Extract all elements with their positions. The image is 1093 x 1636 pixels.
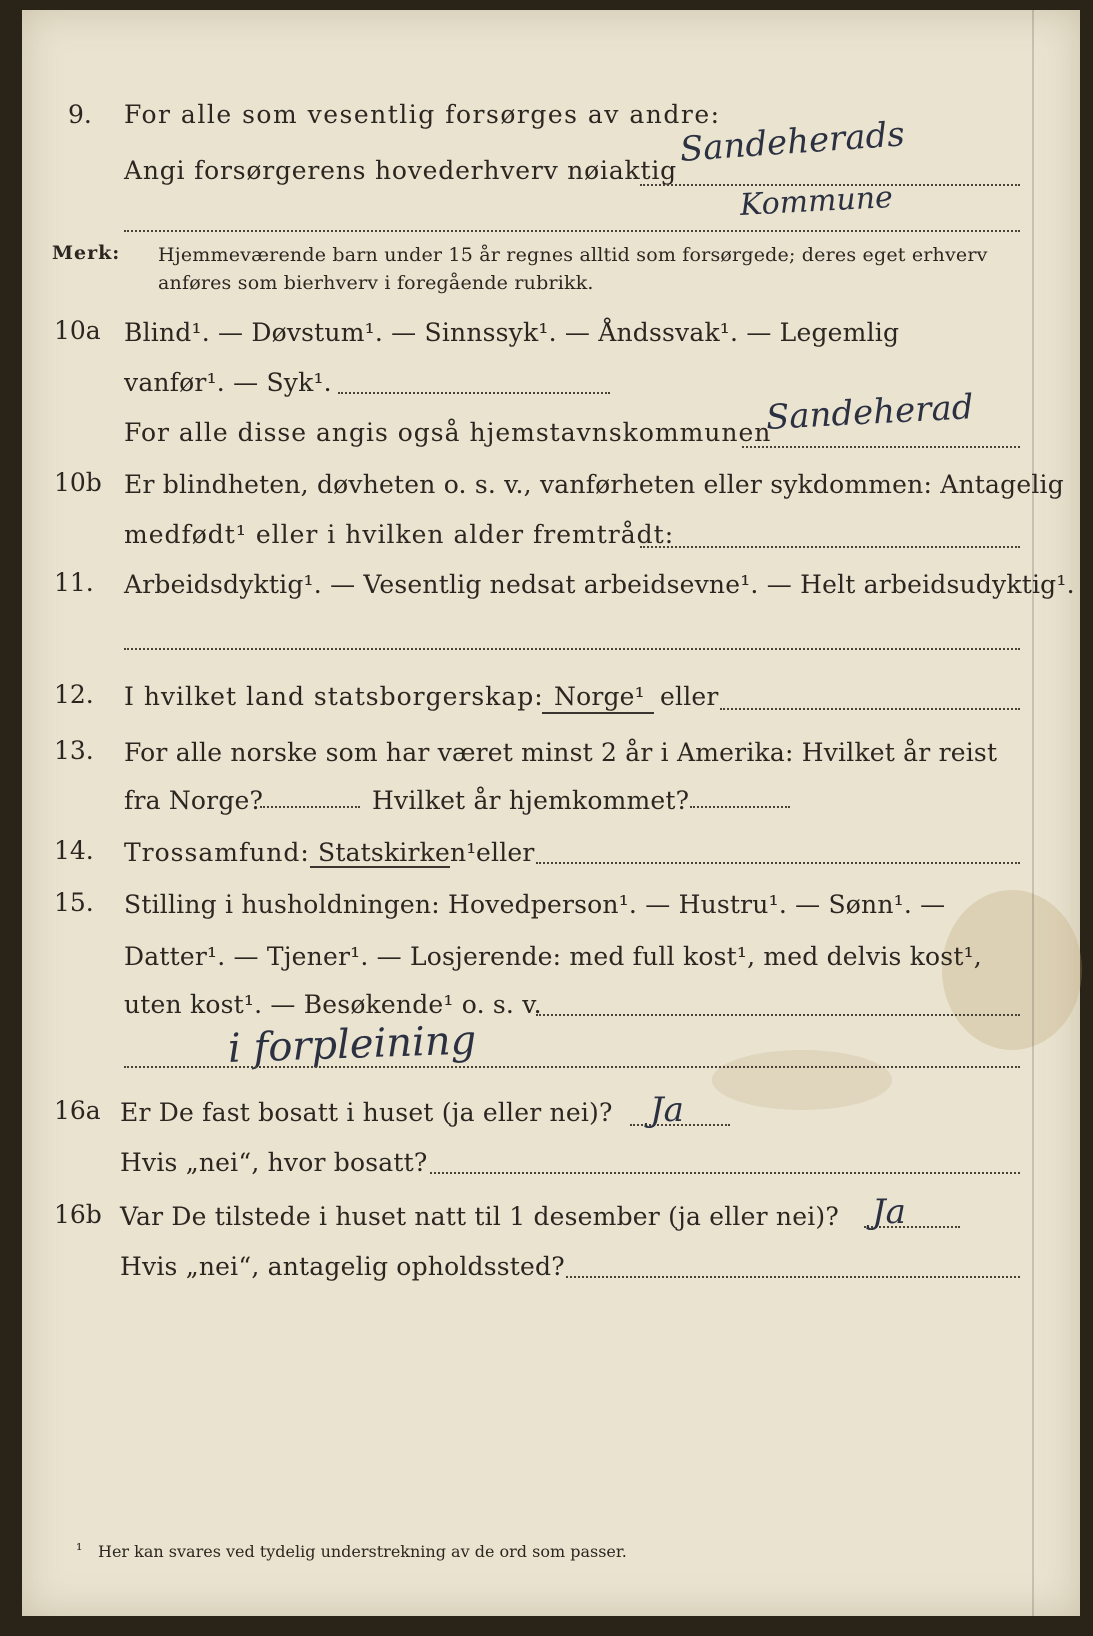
q16a-line1: Er De fast bosatt i huset (ja eller nei)? bbox=[120, 1098, 613, 1127]
q16b-answer-handwritten: Ja bbox=[872, 1192, 906, 1232]
q16a-number: 16a bbox=[54, 1096, 101, 1125]
q11-line1: Arbeidsdyktig¹. — Vesentlig nedsat arbeidsevne¹. — Helt arbeidsudyktig¹. bbox=[124, 570, 1075, 599]
q10a-line2: vanfør¹. — Syk¹. bbox=[124, 368, 332, 397]
q15-answer-handwritten: i forpleining bbox=[227, 1017, 477, 1072]
q16a-line2: Hvis „nei“, hvor bosatt? bbox=[120, 1148, 428, 1177]
q15-answer-line bbox=[536, 1014, 1020, 1016]
q13-line2b: Hvilket år hjemkommet? bbox=[372, 786, 690, 815]
q9-answer-line-2 bbox=[124, 230, 1020, 232]
paper-stain bbox=[712, 1050, 892, 1110]
q9-answer-handwritten-2: Kommune bbox=[739, 180, 894, 223]
q10b-number: 10b bbox=[54, 468, 102, 497]
q14-statskirken: Statskirken¹ bbox=[318, 838, 477, 867]
q10b-answer-line bbox=[640, 546, 1020, 548]
q16b-opholdssted-line bbox=[566, 1276, 1020, 1278]
fold-edge bbox=[1032, 10, 1034, 1616]
q14-statskirken-underline bbox=[310, 866, 450, 868]
q10b-line2: medfødt¹ eller i hvilken alder fremtrådt: bbox=[124, 520, 675, 549]
q14-number: 14. bbox=[54, 836, 94, 865]
footnote-text: Her kan svares ved tydelig understrekning av de ord som passer. bbox=[98, 1542, 627, 1561]
q13-line1: For alle norske som har været minst 2 år i Amerika: Hvilket år reist bbox=[124, 738, 998, 767]
q12-number: 12. bbox=[54, 680, 94, 709]
q9-line1: For alle som vesentlig forsørges av andre: bbox=[124, 100, 721, 129]
q15-line2: Datter¹. — Tjener¹. — Losjerende: med full kost¹, med delvis kost¹, bbox=[124, 942, 982, 971]
q10a-answer-handwritten: Sandeherad bbox=[764, 387, 975, 438]
merk-line1: Hjemmeværende barn under 15 år regnes alltid som forsørgede; deres eget erhverv bbox=[158, 244, 988, 266]
q11-answer-line bbox=[124, 648, 1020, 650]
q16a-bosatt-line bbox=[430, 1172, 1020, 1174]
q16b-line2: Hvis „nei“, antagelig opholdssted? bbox=[120, 1252, 565, 1281]
q14-prefix: Trossamfund: bbox=[124, 838, 310, 867]
q16b-number: 16b bbox=[54, 1200, 102, 1229]
q12-suffix: eller bbox=[660, 682, 719, 711]
q10b-line1: Er blindheten, døvheten o. s. v., vanførheten eller sykdommen: Antagelig bbox=[124, 470, 1064, 499]
merk-label: Merk: bbox=[52, 242, 121, 264]
q10a-answer-line bbox=[742, 446, 1020, 448]
q14-answer-line bbox=[536, 862, 1020, 864]
q16b-line1: Var De tilstede i huset natt til 1 desember (ja eller nei)? bbox=[120, 1202, 839, 1231]
q14-suffix: eller bbox=[476, 838, 535, 867]
q10a-syk-line bbox=[338, 392, 610, 394]
q13-hjemkommet-line bbox=[690, 806, 790, 808]
q9-number: 9. bbox=[68, 100, 92, 129]
q15-number: 15. bbox=[54, 888, 94, 917]
q10a-line1: Blind¹. — Døvstum¹. — Sinnssyk¹. — Åndssvak¹. — Legemlig bbox=[124, 318, 900, 347]
q9-line2: Angi forsørgerens hovederhverv nøiaktig bbox=[124, 156, 677, 185]
q13-line2a: fra Norge? bbox=[124, 786, 264, 815]
q12-answer-line bbox=[720, 708, 1020, 710]
q12-norge: Norge¹ bbox=[554, 682, 645, 711]
merk-line2: anføres som bierhverv i foregående rubrikk. bbox=[158, 272, 594, 294]
q10a-number: 10a bbox=[54, 316, 101, 345]
q13-reist-line bbox=[260, 806, 360, 808]
footnote-mark: ¹ bbox=[76, 1540, 83, 1559]
q12-norge-underline bbox=[542, 712, 654, 714]
q11-number: 11. bbox=[54, 568, 94, 597]
q15-line3: uten kost¹. — Besøkende¹ o. s. v. bbox=[124, 990, 542, 1019]
q12-prefix: I hvilket land statsborgerskap: bbox=[124, 682, 544, 711]
q9-answer-handwritten: Sandeherads bbox=[678, 114, 906, 170]
q16a-answer-handwritten: Ja bbox=[650, 1090, 684, 1130]
q15-answer-line-2 bbox=[124, 1066, 1020, 1068]
q10a-line3: For alle disse angis også hjemstavnskommunen bbox=[124, 418, 772, 447]
q13-number: 13. bbox=[54, 736, 94, 765]
q15-line1: Stilling i husholdningen: Hovedperson¹. — Hustru¹. — Sønn¹. — bbox=[124, 890, 946, 919]
